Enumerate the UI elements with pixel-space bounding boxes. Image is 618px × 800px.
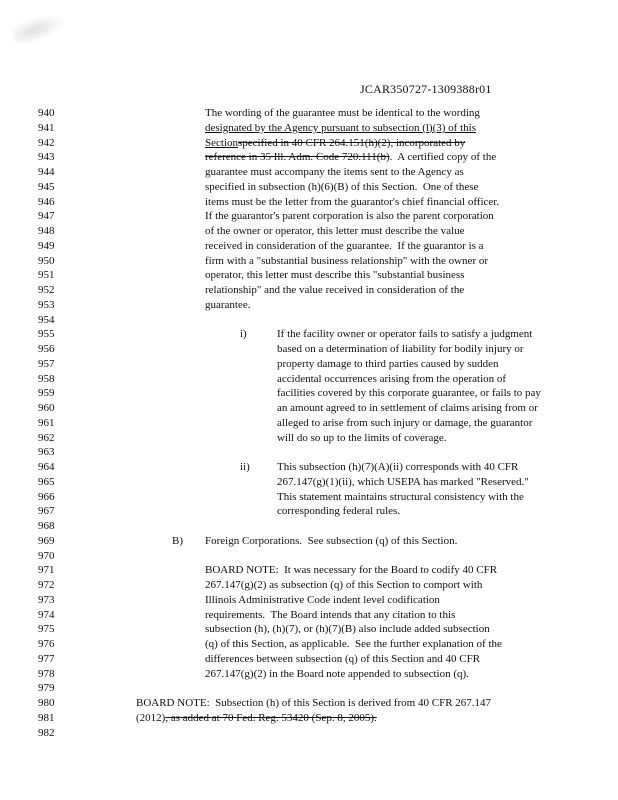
- document-line: [0, 372, 618, 387]
- text-segment: . A certified copy of the: [389, 151, 497, 164]
- line-text: [205, 254, 488, 269]
- text-segment: This subsection (h)(7)(A)(ii) corresponds with 40 CFR: [277, 461, 519, 473]
- document-line: [0, 578, 618, 593]
- line-number: 981: [38, 711, 55, 724]
- text-segment: will do so up to the limits of coverage.: [277, 431, 447, 444]
- line-number: 962: [38, 431, 55, 444]
- line-text: [205, 593, 440, 608]
- document-line: [0, 622, 618, 637]
- line-number: 976: [38, 638, 55, 650]
- document-line: [0, 268, 618, 283]
- text-segment: items must be the letter from the guarantor's chief financial officer.: [205, 195, 500, 208]
- document-line: [0, 106, 618, 121]
- line-number: 980: [38, 697, 55, 709]
- text-segment: received in consideration of the guarantee. If the guarantor is a: [205, 239, 484, 252]
- text-segment: reference in 35 Ill. Adm. Code 720.111(b): [205, 151, 390, 164]
- document-line: [0, 121, 618, 136]
- line-number: 978: [38, 667, 55, 680]
- document-line: [0, 239, 618, 254]
- document-line: [0, 726, 618, 741]
- line-number: 967: [38, 505, 55, 518]
- document-line: [0, 534, 618, 549]
- text-segment: specified in 40 CFR 264.151(h)(2), incorporated by: [238, 136, 466, 149]
- document-line: [0, 504, 618, 519]
- line-number: 957: [38, 357, 55, 370]
- document-line: [0, 165, 618, 180]
- document-line: [0, 696, 618, 711]
- document-line: [0, 608, 618, 623]
- line-text: [205, 534, 457, 549]
- line-number: 970: [38, 549, 55, 562]
- text-segment: relationship" and the value received in consideration of the: [205, 284, 465, 296]
- document-line: [0, 445, 618, 460]
- document-line: [0, 667, 618, 682]
- line-text: [205, 209, 494, 224]
- document-line: [0, 283, 618, 298]
- text-segment: , as added at 70 Fed. Reg. 53420 (Sep. 8, 2005).: [165, 711, 377, 724]
- line-number: 982: [38, 726, 55, 739]
- line-number: 947: [38, 210, 55, 223]
- document-line: [0, 416, 618, 431]
- line-number: 951: [38, 269, 55, 282]
- document-id-header: JCAR350727-1309388r01: [360, 82, 492, 96]
- line-text: [277, 327, 532, 342]
- line-text: [205, 637, 502, 652]
- line-number: 943: [38, 151, 55, 164]
- document-line: [0, 209, 618, 224]
- line-number: 948: [38, 225, 55, 237]
- text-segment: based on a determination of liability for bodily injury or: [277, 343, 524, 355]
- line-number: 944: [38, 166, 55, 178]
- line-number: 966: [38, 490, 55, 503]
- document-line: [0, 593, 618, 608]
- document-line: [0, 475, 618, 490]
- document-line: [0, 490, 618, 505]
- line-text: [205, 239, 484, 254]
- line-number: 965: [38, 475, 55, 488]
- text-segment: If the facility owner or operator fails to satisfy a judgment: [277, 328, 533, 341]
- line-text: [277, 475, 529, 490]
- line-text: [205, 268, 464, 283]
- document-line: [0, 195, 618, 210]
- line-text: [205, 652, 480, 667]
- line-text: [205, 121, 476, 136]
- text-segment: alleged to arise from such injury or damage, the guarantor: [277, 416, 533, 429]
- line-number: 942: [38, 136, 55, 149]
- text-segment: The wording of the guarantee must be identical to the wording: [205, 107, 480, 119]
- line-text: [277, 401, 538, 416]
- document-line: [0, 386, 618, 401]
- document-line: [0, 460, 618, 475]
- line-number: 945: [38, 180, 55, 193]
- line-number: 971: [38, 564, 55, 577]
- line-text: [205, 608, 455, 623]
- text-segment: corresponding federal rules.: [277, 505, 401, 518]
- document-line: [0, 150, 618, 165]
- line-number: 955: [38, 328, 55, 341]
- document-line: [0, 652, 618, 667]
- line-text: [205, 298, 251, 313]
- text-segment: Illinois Administrative Code indent level codification: [205, 593, 440, 606]
- document-line: [0, 357, 618, 372]
- text-segment: requirements. The Board intends that any citation to this: [205, 608, 456, 621]
- line-number: 941: [38, 121, 55, 134]
- line-number: 977: [38, 652, 55, 665]
- list-marker: B): [172, 534, 183, 547]
- document-line: [0, 431, 618, 446]
- text-segment: Section: [205, 136, 238, 149]
- text-segment: property damage to third parties caused by sudden: [277, 357, 499, 370]
- line-text: [277, 504, 400, 519]
- document-line: [0, 681, 618, 696]
- line-number: 946: [38, 195, 55, 208]
- document-line: [0, 313, 618, 328]
- text-segment: firm with a "substantial business relationship" with the owner or: [205, 254, 489, 267]
- line-number: 964: [38, 461, 55, 473]
- document-line: [0, 136, 618, 151]
- line-number: 959: [38, 387, 55, 400]
- line-text: [205, 165, 464, 180]
- line-text: [205, 667, 469, 682]
- line-text: [205, 224, 465, 239]
- text-segment: (q) of this Section, as applicable. See the further explanation of the: [205, 638, 502, 650]
- document-line: [0, 327, 618, 342]
- line-number: 973: [38, 593, 55, 606]
- line-number: 952: [38, 284, 55, 296]
- text-segment: BOARD NOTE: It was necessary for the Board to codify 40 CFR: [205, 564, 498, 577]
- document-line: [0, 180, 618, 195]
- text-segment: designated by the Agency pursuant to subsection (l)(3) of this: [205, 121, 476, 134]
- document-line: [0, 711, 618, 726]
- line-text: [277, 416, 532, 431]
- line-number: 968: [38, 520, 55, 532]
- line-number: 972: [38, 579, 55, 591]
- line-text: [205, 563, 497, 578]
- list-marker: ii): [240, 461, 250, 473]
- text-segment: 267.147(g)(1)(ii), which USEPA has marked "Reserved.": [277, 475, 529, 488]
- line-number: 961: [38, 416, 55, 429]
- line-number: 979: [38, 682, 55, 695]
- line-number: 940: [38, 107, 55, 119]
- line-number: 974: [38, 608, 55, 621]
- text-segment: an amount agreed to in settlement of claims arising from or: [277, 402, 538, 414]
- line-text: [136, 696, 491, 711]
- document-line: [0, 254, 618, 269]
- line-text: [205, 578, 482, 593]
- text-segment: This statement maintains structural consistency with the: [277, 490, 524, 503]
- text-segment: BOARD NOTE: Subsection (h) of this Section is derived from 40 CFR 267.147: [136, 697, 492, 709]
- text-segment: (2012): [136, 711, 166, 724]
- line-text: [277, 357, 498, 372]
- line-text: [277, 490, 524, 505]
- line-number: 949: [38, 239, 55, 252]
- line-text: [136, 711, 377, 726]
- line-text: [205, 150, 496, 165]
- document-line: [0, 519, 618, 534]
- text-segment: accidental occurrences arising from the operation of: [277, 372, 507, 385]
- line-number: 950: [38, 254, 55, 267]
- line-text: [205, 622, 490, 637]
- line-number: 969: [38, 534, 55, 547]
- line-text: [205, 195, 499, 210]
- line-text: [277, 431, 447, 446]
- document-line: [0, 637, 618, 652]
- line-text: [205, 136, 465, 151]
- text-segment: differences between subsection (q) of this Section and 40 CFR: [205, 652, 481, 665]
- text-segment: operator, this letter must describe this "substantial business: [205, 269, 465, 282]
- line-text: [205, 180, 478, 195]
- document-line: [0, 342, 618, 357]
- document-lines: [0, 106, 618, 740]
- text-segment: If the guarantor's parent corporation is also the parent corporation: [205, 210, 494, 223]
- text-segment: guarantee must accompany the items sent to the Agency as: [205, 166, 464, 178]
- text-segment: specified in subsection (h)(6)(B) of this Section. One of these: [205, 180, 479, 193]
- line-number: 954: [38, 313, 55, 326]
- line-number: 963: [38, 446, 55, 459]
- document-line: [0, 298, 618, 313]
- line-text: [205, 283, 464, 298]
- line-text: [277, 386, 541, 401]
- line-text: [205, 106, 480, 121]
- line-number: 956: [38, 343, 55, 355]
- text-segment: Foreign Corporations. See subsection (q) of this Section.: [205, 534, 458, 547]
- document-line: [0, 549, 618, 564]
- scan-artifact-smudge: [10, 8, 71, 48]
- line-text: [277, 342, 524, 357]
- document-line: [0, 224, 618, 239]
- line-number: 953: [38, 298, 55, 311]
- text-segment: facilities covered by this corporate guarantee, or fails to pay: [277, 387, 541, 400]
- list-marker: i): [240, 328, 247, 341]
- line-text: [277, 372, 506, 387]
- line-text: [277, 460, 518, 475]
- text-segment: of the owner or operator, this letter must describe the value: [205, 225, 465, 237]
- text-segment: subsection (h), (h)(7), or (h)(7)(B) also include added subsection: [205, 623, 490, 636]
- text-segment: 267.147(g)(2) as subsection (q) of this Section to comport with: [205, 579, 483, 591]
- line-number: 958: [38, 372, 55, 385]
- text-segment: guarantee.: [205, 298, 251, 311]
- document-line: [0, 401, 618, 416]
- line-number: 975: [38, 623, 55, 636]
- document-line: [0, 563, 618, 578]
- text-segment: 267.147(g)(2) in the Board note appended to subsection (q).: [205, 667, 469, 680]
- line-number: 960: [38, 402, 55, 414]
